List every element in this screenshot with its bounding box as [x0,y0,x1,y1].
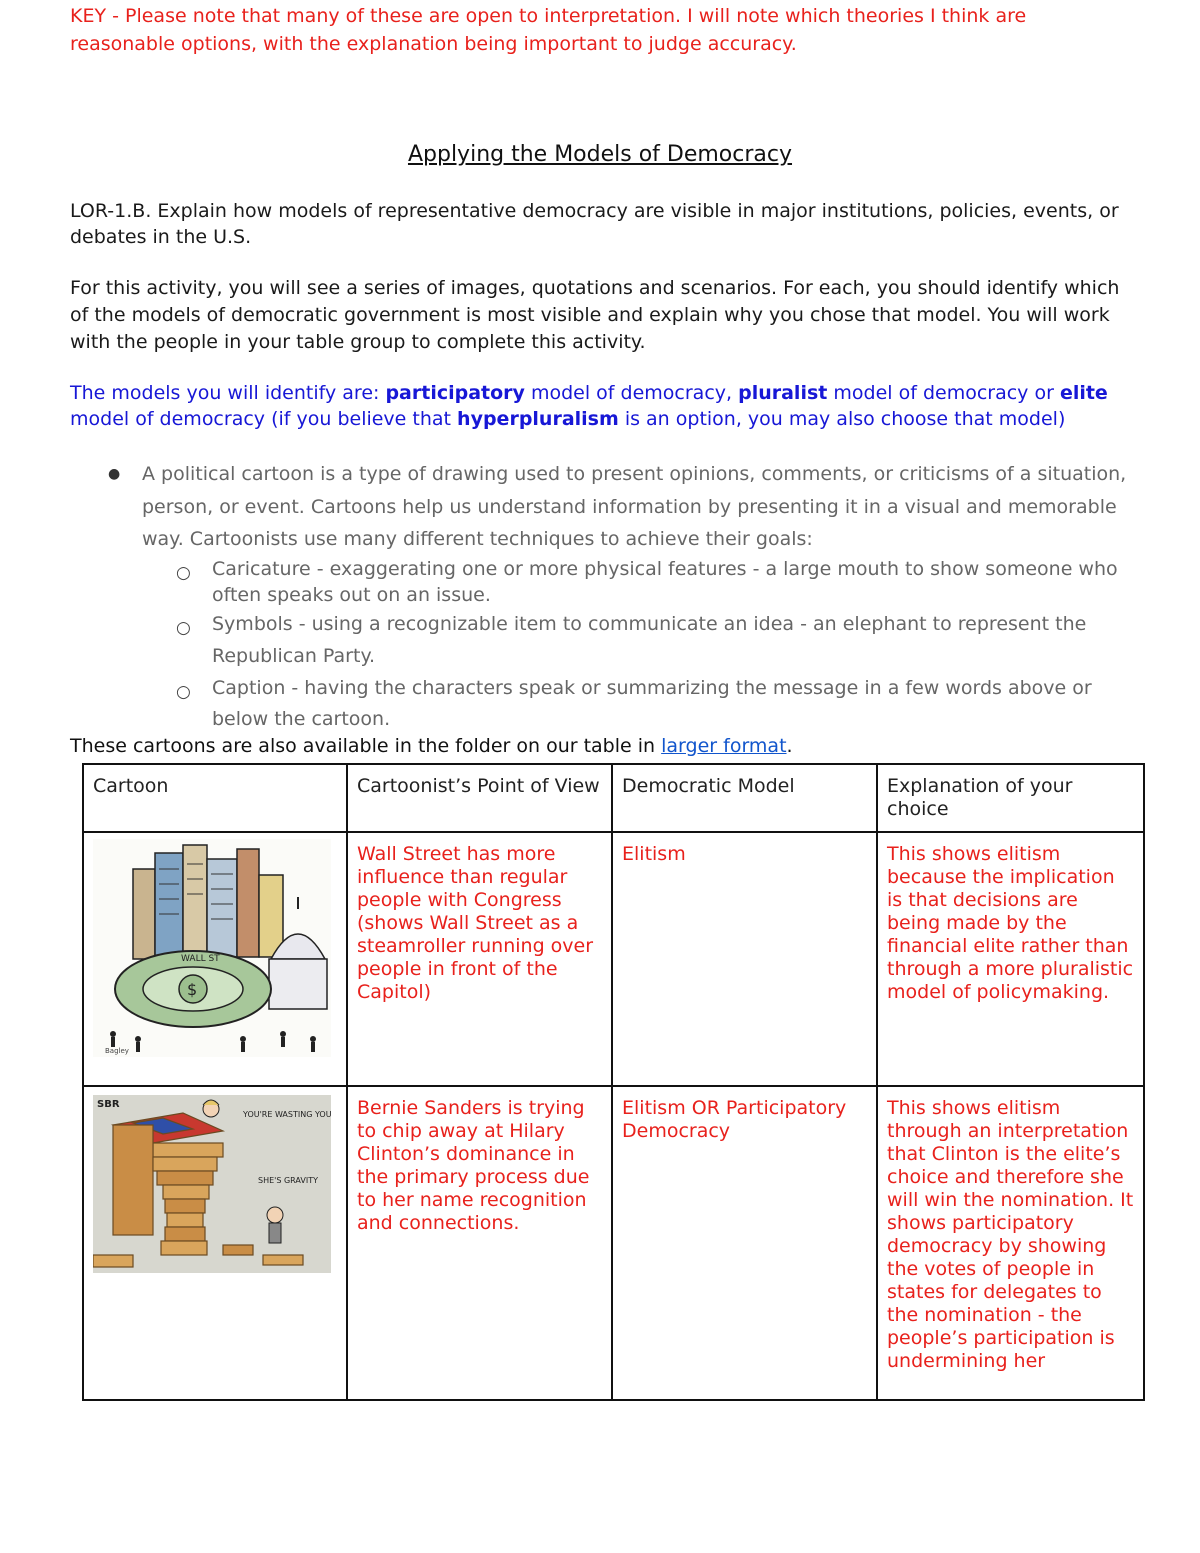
header-explanation: Explanation of your choice [877,764,1144,832]
wall-street-steamroller-cartoon-icon [93,839,331,1057]
cartoon-artist-text: SBR [97,1099,120,1110]
bullet-icon: ● [108,466,121,482]
cartoon-cell [83,1086,347,1400]
page-title: Applying the Models of Democracy [407,142,793,167]
jenga-tower-cartoon-icon [93,1095,331,1273]
header-point-of-view: Cartoonist’s Point of View [347,764,612,832]
model-elite: elite [1059,382,1108,404]
model-participatory: participatory [385,382,525,404]
circle-bullet-icon: ○ [176,562,191,583]
answer-key-note: KEY - Please note that many of these are open to interpretation. I will note which theories I think are reasonable options, with the explanation being important to judge accuracy. [70,5,1027,55]
list-item [70,458,1145,556]
cartoon-signature-text: Bagley [105,1047,129,1055]
circle-bullet-icon: ○ [176,681,191,702]
models-text: model of democracy or [827,382,1060,404]
sub-bullet-text: Caption - having the characters speak or summarizing the message in a few words above or below the cartoon. [212,676,1092,730]
point-of-view-cell: Wall Street has more influence than regular people with Congress (shows Wall Street as a steamroller running over people in front of the Capitol) [347,832,612,1086]
activity-instructions: For this activity, you will see a series of images, quotations and scenarios. For each, you should identify which of the models of democratic government is most visible and explain why you chose that model. You will work with the people in your table group to complete this activity. [70,277,1120,353]
cartoon-cell [83,832,347,1086]
svg-text:$: $ [187,980,198,999]
sub-list-item [70,556,1145,608]
availability-text: These cartoons are also available in the folder on our table in [70,735,662,757]
learning-objective: LOR-1.B. Explain how models of representative democracy are visible in major institutions, policies, events, or debates in the U.S. [70,200,1119,248]
models-text: The models you will identify are: [70,382,386,404]
democratic-model-cell: Elitism [612,832,877,1086]
larger-format-link[interactable]: larger format [661,735,787,757]
table-header-row [83,764,1144,832]
sub-list-item [70,673,1145,735]
header-cartoon: Cartoon [83,764,347,832]
explanation-cell: This shows elitism through an interpretation that Clinton is the elite’s choice and therefore she will win the nomination. It shows participatory democracy by showing the votes of people in states for delegates to the nomination - the people’s participation is undermining her [877,1086,1144,1400]
models-text: model of democracy, [524,382,739,404]
explanation-cell: This shows elitism because the implication is that decisions are being made by the financial elite rather than through a more pluralistic model of policymaking. [877,832,1144,1086]
sub-bullet-text: Caricature - exaggerating one or more physical features - a large mouth to show someone who often speaks out on an issue. [212,557,1118,606]
models-text: model of democracy (if you believe that [70,408,458,430]
model-pluralist: pluralist [738,382,828,404]
democratic-model-cell: Elitism OR Participatory Democracy [612,1086,877,1400]
cartoon-speech-bubble-1 [242,1110,331,1119]
cartoon-speech-bubble-2: SHE'S GRAVITY [258,1176,318,1185]
availability-end: . [786,735,793,757]
sub-bullet-text: Symbols - using a recognizable item to communicate an idea - an elephant to represent the Republican Party. [212,612,1087,667]
availability-note [70,735,793,757]
cartoon-sign-text: WALL ST [181,954,220,964]
point-of-view-cell: Bernie Sanders is trying to chip away at Hilary Clinton’s dominance in the primary process due to her name recognition and connections. [347,1086,612,1400]
sub-list-item [70,608,1145,672]
model-hyperpluralism: hyperpluralism [457,408,619,430]
header-democratic-model: Democratic Model [612,764,877,832]
cartoon-analysis-table [82,763,1145,1401]
circle-bullet-icon: ○ [176,617,191,638]
cartoon-speech-text: YOU'RE WASTING YOU [243,1110,331,1119]
models-text: is an option, you may also choose that model) [618,408,1066,430]
table-row [83,832,1144,1086]
bullet-text: A political cartoon is a type of drawing used to present opinions, comments, or criticisms of a situation, person, or event. Cartoons help us understand information by presenting it in a visual and memorable way. Cartoonists use many different techniques to achieve their goals: [142,463,1127,550]
cartoon-techniques-list [70,458,1145,735]
models-list [70,380,1140,432]
table-row [83,1086,1144,1400]
